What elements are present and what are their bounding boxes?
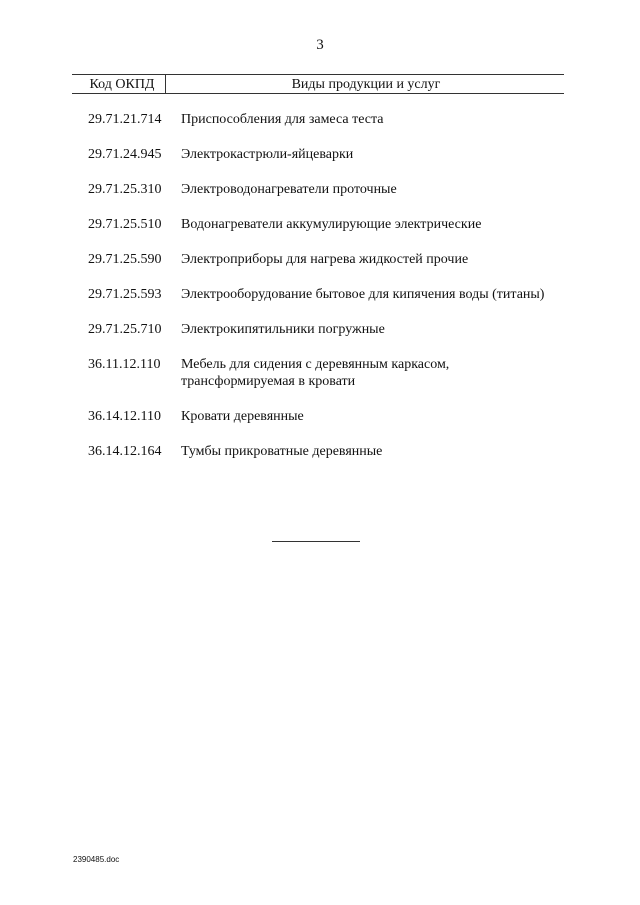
row-description: Электрооборудование бытовое для кипячения воды (титаны) <box>181 287 545 302</box>
row-description: Электрокастрюли-яйцеварки <box>181 147 354 162</box>
table-row <box>0 408 640 425</box>
table-row <box>0 216 640 233</box>
table-row <box>0 251 640 268</box>
table-row <box>0 286 640 303</box>
end-of-list-rule <box>272 541 360 542</box>
table-row <box>0 146 640 163</box>
page-number: 3 <box>316 37 324 53</box>
table-header-top-rule <box>72 74 564 75</box>
row-code: 36.11.12.110 <box>88 357 161 372</box>
row-code: 29.71.24.945 <box>88 147 162 162</box>
table-row <box>0 321 640 338</box>
column-header-code: Код ОКПД <box>89 77 155 92</box>
row-code: 36.14.12.110 <box>88 409 161 424</box>
row-description: Кровати деревянные <box>181 409 304 424</box>
table-body <box>0 111 640 478</box>
row-description: Мебель для сидения с деревянным каркасом, трансформируемая в кровати <box>181 357 450 389</box>
row-code: 29.71.25.310 <box>88 182 162 197</box>
row-description: Приспособления для замеса теста <box>181 112 384 127</box>
row-code: 36.14.12.164 <box>88 444 162 459</box>
row-code: 29.71.25.593 <box>88 287 162 302</box>
row-code: 29.71.25.590 <box>88 252 162 267</box>
table-header-bottom-rule <box>72 93 564 94</box>
row-description: Тумбы прикроватные деревянные <box>181 444 383 459</box>
row-description: Электрокипятильники погружные <box>181 322 385 337</box>
table-row <box>0 356 640 390</box>
row-description: Электроводонагреватели проточные <box>181 182 397 197</box>
row-description: Водонагреватели аккумулирующие электрические <box>181 217 482 232</box>
table-row <box>0 111 640 128</box>
row-code: 29.71.21.714 <box>88 112 162 127</box>
table-row <box>0 443 640 460</box>
column-header-description: Виды продукции и услуг <box>291 77 441 92</box>
row-code: 29.71.25.510 <box>88 217 162 232</box>
row-code: 29.71.25.710 <box>88 322 162 337</box>
row-description: Электроприборы для нагрева жидкостей прочие <box>181 252 469 267</box>
table-row <box>0 181 640 198</box>
footer-filename: 2390485.doc <box>73 855 120 864</box>
column-header-divider <box>165 75 166 93</box>
